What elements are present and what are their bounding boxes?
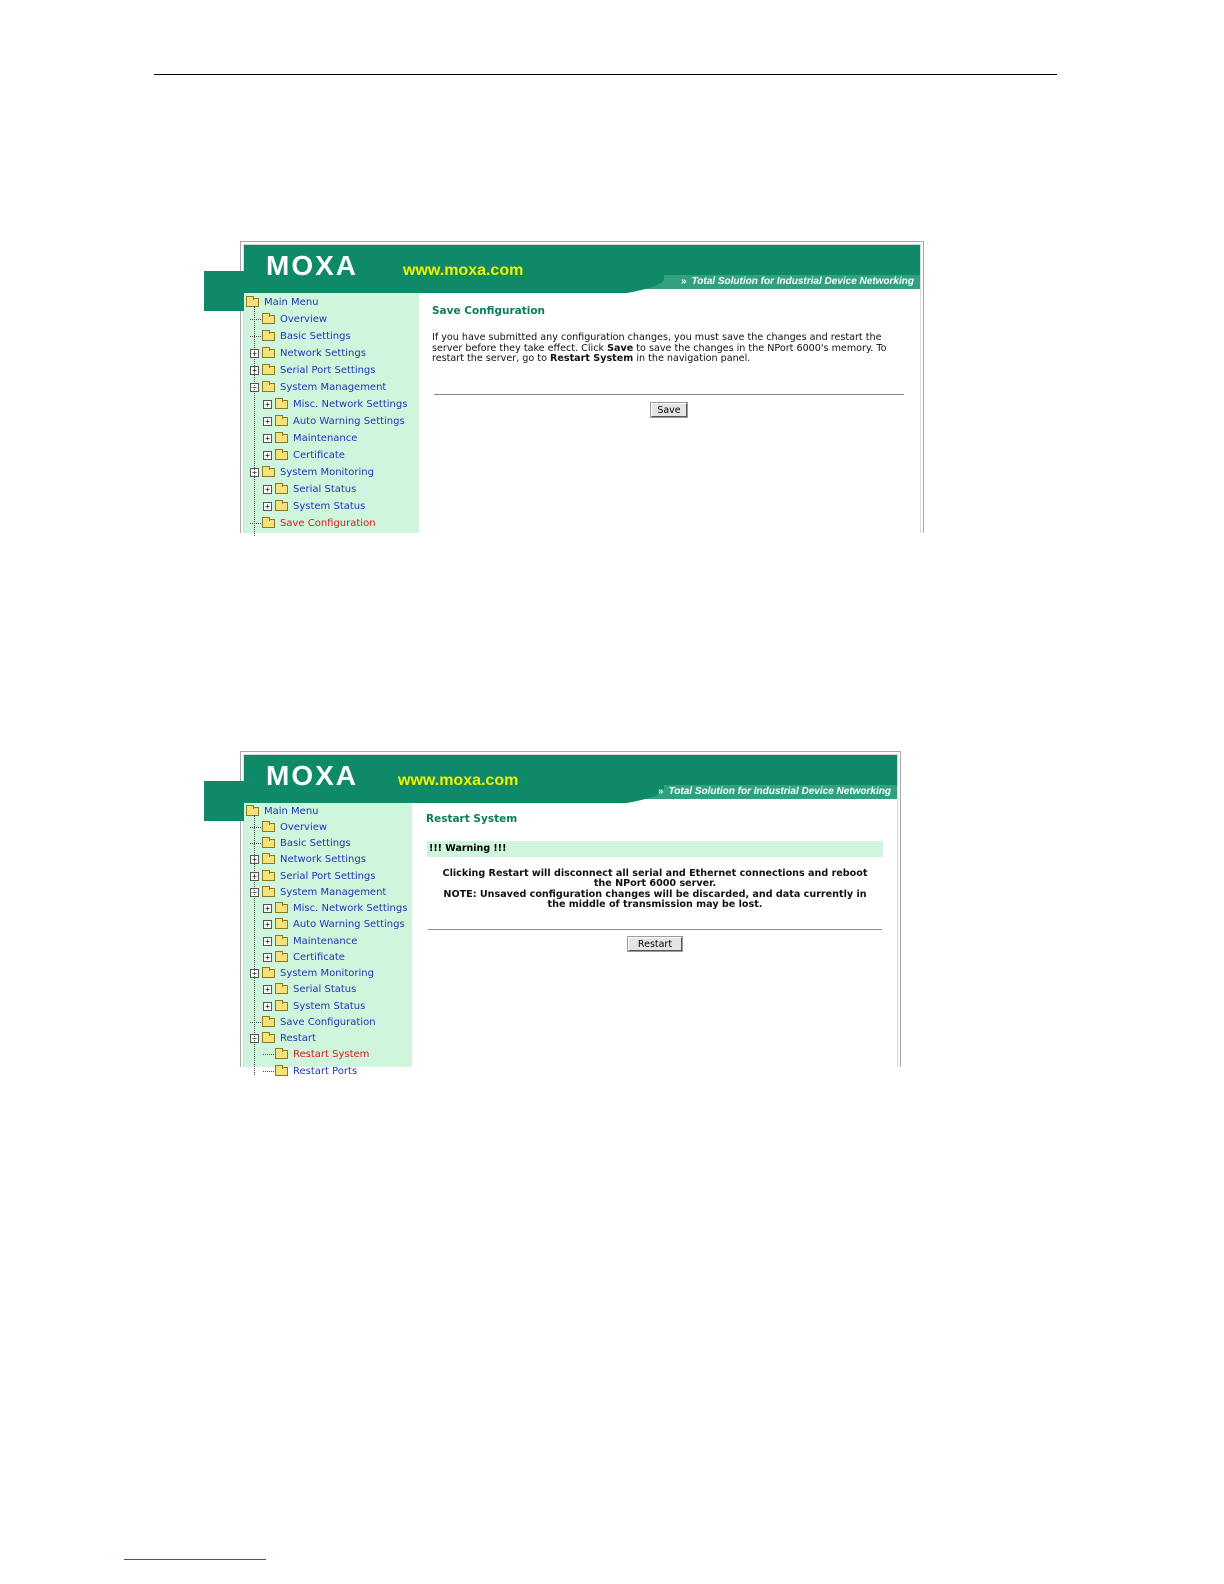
folder-icon	[262, 315, 275, 324]
nav-item-label: Auto Warning Settings	[293, 919, 405, 931]
nav-item-main-menu[interactable]	[246, 803, 319, 819]
nav-item-overview[interactable]	[250, 311, 327, 327]
nav-item-misc-network-settings[interactable]	[263, 901, 407, 917]
nav-item-label: Network Settings	[280, 347, 366, 359]
expand-icon[interactable]: +	[250, 855, 259, 864]
expand-icon[interactable]: +	[263, 451, 272, 460]
folder-icon	[262, 366, 275, 375]
expand-icon[interactable]: +	[250, 366, 259, 375]
expand-icon[interactable]: +	[263, 434, 272, 443]
moxa-url[interactable]: www.moxa.com	[403, 262, 524, 279]
browser-frame	[243, 754, 898, 1077]
folder-icon	[262, 839, 275, 848]
nav-item-label: Basic Settings	[280, 838, 351, 849]
nav-item-label: System Management	[280, 381, 387, 393]
nav-item-restart[interactable]	[250, 1031, 316, 1047]
save-configuration-screenshot	[240, 241, 924, 533]
folder-icon	[262, 823, 275, 832]
expand-icon[interactable]: +	[250, 349, 259, 358]
folder-icon	[262, 383, 275, 392]
nav-item-serial-status[interactable]	[263, 481, 356, 497]
nav-item-main-menu[interactable]	[246, 294, 319, 310]
nav-item-label: System Management	[280, 886, 387, 898]
divider	[434, 394, 904, 395]
folder-icon	[262, 872, 275, 881]
folder-icon	[246, 298, 259, 307]
moxa-url[interactable]: www.moxa.com	[398, 772, 519, 789]
tree-connector	[263, 1071, 274, 1072]
nav-item-basic-settings[interactable]	[250, 328, 351, 344]
double-chevron-icon: »	[681, 276, 687, 287]
expand-icon[interactable]: +	[263, 417, 272, 426]
collapse-icon[interactable]: −	[250, 383, 259, 392]
moxa-logo: MOXA	[266, 250, 358, 281]
nav-item-serial-port-settings[interactable]	[250, 362, 376, 378]
nav-item-label: System Monitoring	[280, 968, 374, 979]
tree-connector	[250, 319, 261, 320]
nav-item-label: Restart	[280, 1033, 316, 1044]
nav-item-label: Save Configuration	[280, 1016, 376, 1028]
nav-item-maintenance[interactable]	[263, 430, 357, 446]
page-title: Restart System	[426, 813, 518, 825]
moxa-logo: MOXA	[266, 760, 358, 791]
folder-icon	[262, 332, 275, 341]
nav-item-maintenance[interactable]	[263, 933, 357, 949]
nav-item-system-status[interactable]	[263, 998, 365, 1014]
nav-item-system-management[interactable]	[250, 379, 386, 395]
footer-link-rule	[124, 1559, 266, 1560]
warning-message: Clicking Restart will disconnect all serial and Ethernet connections and reboot the NPort 6000 server. NOTE: Unsaved configuration changes will be discarded, and data currently in the middle of transmission may be lost.	[442, 868, 868, 911]
folder-icon	[262, 1034, 275, 1043]
content-panel	[412, 803, 897, 1067]
content-panel	[419, 293, 920, 533]
folder-icon	[246, 807, 259, 816]
folder-icon	[262, 468, 275, 477]
collapse-icon[interactable]: −	[250, 969, 259, 978]
nav-item-system-status[interactable]	[263, 498, 365, 514]
moxa-header	[244, 755, 897, 799]
navigation-panel	[244, 293, 419, 533]
tree-connector	[250, 523, 261, 524]
nav-item-restart-system[interactable]	[263, 1047, 369, 1063]
tree-guide-line	[254, 306, 255, 536]
nav-item-label: Restart System	[293, 1049, 370, 1061]
tagline: » Total Solution for Industrial Device Networking	[658, 786, 891, 797]
nav-item-label: Save Configuration	[280, 517, 376, 529]
nav-item-system-monitoring[interactable]	[250, 966, 374, 982]
nav-item-label: Serial Port Settings	[280, 870, 376, 882]
collapse-icon[interactable]: −	[250, 468, 259, 477]
expand-icon[interactable]: +	[263, 937, 272, 946]
folder-icon	[275, 417, 288, 426]
page-header-rule	[154, 74, 1057, 75]
save-button[interactable]: Save	[651, 403, 687, 417]
nav-item-label: Network Settings	[280, 854, 366, 866]
expand-icon[interactable]: +	[263, 400, 272, 409]
expand-icon[interactable]: +	[263, 953, 272, 962]
nav-item-certificate[interactable]	[263, 447, 345, 463]
folder-icon	[275, 937, 288, 946]
folder-icon	[262, 969, 275, 978]
nav-item-label: Misc. Network Settings	[293, 903, 408, 914]
tree-connector	[250, 1022, 261, 1023]
expand-icon[interactable]: +	[263, 485, 272, 494]
nav-item-label: Overview	[280, 821, 328, 833]
folder-icon	[275, 920, 288, 929]
folder-icon	[275, 434, 288, 443]
folder-icon	[262, 855, 275, 864]
nav-item-certificate[interactable]	[263, 949, 345, 965]
folder-icon	[275, 502, 288, 511]
folder-icon	[262, 888, 275, 897]
folder-icon	[262, 519, 275, 528]
nav-item-label: Main Menu	[264, 805, 319, 817]
tree-guide-line	[254, 815, 255, 1075]
tree-connector	[250, 336, 261, 337]
tree-connector	[263, 1054, 274, 1055]
nav-item-save-configuration[interactable]	[250, 1014, 376, 1030]
moxa-header	[244, 245, 920, 289]
nav-item-auto-warning-settings[interactable]	[263, 917, 405, 933]
warning-banner: !!! Warning !!!	[427, 841, 883, 857]
nav-item-label: System Monitoring	[280, 466, 374, 478]
nav-item-auto-warning-settings[interactable]	[263, 413, 405, 429]
nav-item-label: Serial Port Settings	[280, 364, 376, 376]
nav-item-label: Certificate	[293, 449, 345, 461]
page-title: Save Configuration	[432, 305, 546, 317]
collapse-icon[interactable]: −	[250, 1034, 259, 1043]
nav-item-label: Serial Status	[293, 984, 357, 996]
navigation-panel	[244, 803, 412, 1077]
nav-item-basic-settings[interactable]	[250, 836, 351, 852]
nav-item-misc-network-settings[interactable]	[263, 396, 407, 412]
nav-item-system-management[interactable]	[250, 884, 386, 900]
divider	[428, 929, 882, 930]
nav-item-serial-status[interactable]	[263, 982, 356, 998]
restart-system-screenshot	[240, 751, 901, 1077]
folder-icon	[262, 1018, 275, 1027]
nav-item-label: Overview	[280, 313, 328, 325]
nav-item-label: Main Menu	[264, 296, 319, 308]
nav-item-label: Basic Settings	[280, 330, 351, 342]
folder-icon	[275, 1067, 288, 1076]
expand-icon[interactable]: +	[263, 920, 272, 929]
collapse-icon[interactable]: −	[250, 888, 259, 897]
nav-item-label: Certificate	[293, 951, 345, 963]
expand-icon[interactable]: +	[250, 872, 259, 881]
nav-item-serial-port-settings[interactable]	[250, 868, 376, 884]
nav-item-label: Maintenance	[293, 935, 358, 947]
tree-connector	[250, 843, 261, 844]
nav-item-save-configuration[interactable]	[250, 515, 376, 531]
folder-icon	[275, 985, 288, 994]
nav-item-label: System Status	[293, 500, 366, 512]
folder-icon	[262, 349, 275, 358]
folder-icon	[275, 485, 288, 494]
nav-item-network-settings[interactable]	[250, 345, 366, 361]
nav-item-overview[interactable]	[250, 819, 327, 835]
nav-item-label: Misc. Network Settings	[293, 398, 408, 410]
nav-item-label: Serial Status	[293, 483, 357, 495]
folder-icon	[275, 904, 288, 913]
nav-item-label: System Status	[293, 1000, 366, 1012]
nav-item-label: Auto Warning Settings	[293, 415, 405, 427]
tree-connector	[250, 827, 261, 828]
folder-icon	[275, 451, 288, 460]
double-chevron-icon: »	[658, 786, 664, 797]
nav-item-label: Restart Ports	[293, 1065, 358, 1077]
expand-icon[interactable]: +	[263, 985, 272, 994]
folder-icon	[275, 1050, 288, 1059]
nav-item-label: Maintenance	[293, 432, 358, 444]
expand-icon[interactable]: +	[263, 904, 272, 913]
nav-item-network-settings[interactable]	[250, 852, 366, 868]
save-description: If you have submitted any configuration changes, you must save the changes and restart the server before they take effect. Click Save to save the changes in the NPort 6000's memory. To restart the server, go to Restart System in the navigation panel.	[432, 332, 887, 365]
browser-frame	[243, 244, 921, 533]
restart-button[interactable]: Restart	[628, 937, 682, 951]
folder-icon	[275, 953, 288, 962]
expand-icon[interactable]: +	[263, 1002, 272, 1011]
folder-icon	[275, 400, 288, 409]
nav-item-restart-ports[interactable]	[263, 1063, 357, 1079]
tagline: » Total Solution for Industrial Device Networking	[681, 276, 914, 287]
folder-icon	[275, 1002, 288, 1011]
nav-item-system-monitoring[interactable]	[250, 464, 374, 480]
expand-icon[interactable]: +	[263, 502, 272, 511]
